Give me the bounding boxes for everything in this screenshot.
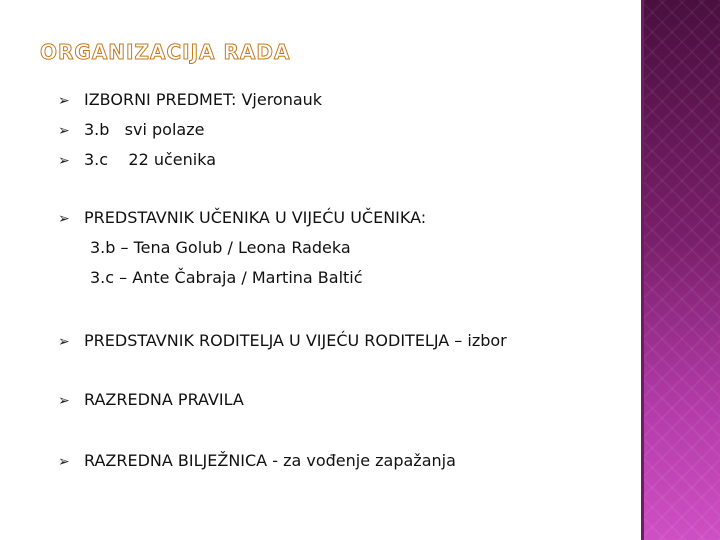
list-item — [58, 390, 244, 411]
list-item-text: PREDSTAVNIK RODITELJA U VIJEĆU RODITELJA – izbor — [84, 331, 507, 350]
list-item-text: IZBORNI PREDMET: Vjeronauk — [84, 90, 323, 109]
arrow-bullet-icon: ➢ — [58, 393, 70, 409]
sub-item: 3.b – Tena Golub / Leona Radeka — [90, 238, 351, 257]
decorative-sidebar — [641, 0, 720, 540]
list-item — [58, 120, 204, 141]
slide-title: ORGANIZACIJA RADA — [40, 40, 291, 64]
arrow-bullet-icon: ➢ — [58, 211, 70, 227]
arrow-bullet-icon: ➢ — [58, 153, 70, 169]
arrow-bullet-icon: ➢ — [58, 93, 70, 109]
sidebar-pattern — [644, 0, 720, 540]
list-item-text: RAZREDNA BILJEŽNICA - za vođenje zapažanja — [84, 451, 456, 470]
list-item-text: PREDSTAVNIK UČENIKA U VIJEĆU UČENIKA: — [84, 208, 427, 227]
list-item-text: 3.b svi polaze — [84, 120, 205, 139]
list-item — [58, 331, 507, 352]
list-item — [58, 208, 426, 229]
list-item — [58, 150, 216, 171]
arrow-bullet-icon: ➢ — [58, 123, 70, 139]
list-item-text: 3.c 22 učenika — [84, 150, 217, 169]
sub-item: 3.c – Ante Čabraja / Martina Baltić — [90, 268, 363, 287]
list-item — [58, 451, 456, 472]
arrow-bullet-icon: ➢ — [58, 334, 70, 350]
list-item-text: RAZREDNA PRAVILA — [84, 390, 244, 409]
arrow-bullet-icon: ➢ — [58, 454, 70, 470]
list-item — [58, 90, 322, 111]
